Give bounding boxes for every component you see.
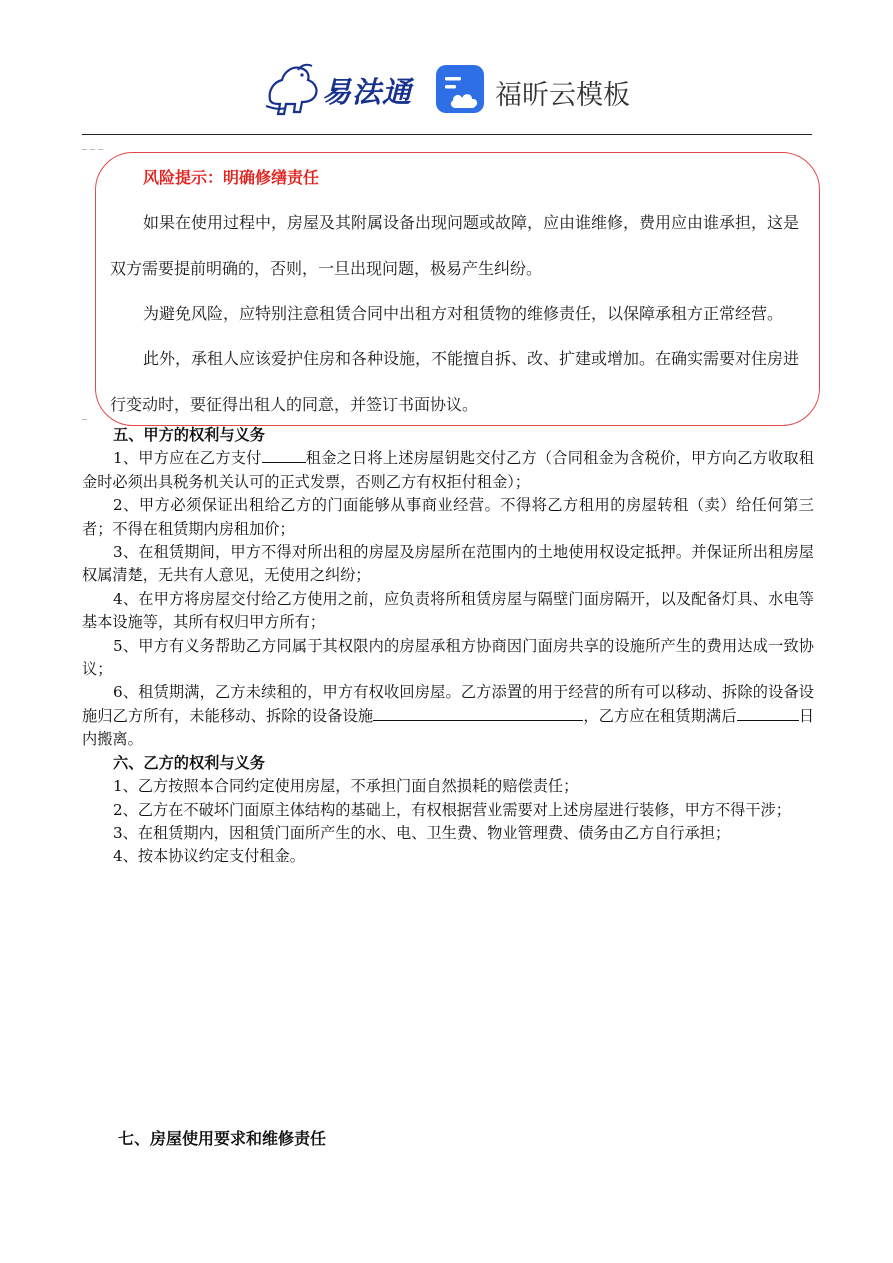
section-5-item-6: 6、租赁期满，乙方未续租的，甲方有权收回房屋。乙方添置的用于经营的所有可以移动、拆除的设备设施归乙方所有，未能移动、拆除的设备设施 ，乙方应在租赁期满后 日内搬离。	[82, 683, 815, 749]
section-7-heading: 七、房屋使用要求和维修责任	[118, 1129, 327, 1148]
risk-tip-title: 风险提示：明确修缮责任	[143, 168, 320, 187]
blank-field	[737, 705, 799, 721]
foxit-cloud-icon	[436, 65, 486, 117]
yifatong-logo	[262, 60, 412, 120]
section-5-heading: 五、甲方的权利与义务	[113, 426, 265, 444]
faint-mark: _	[82, 409, 87, 420]
section-5-item-4: 4、在甲方将房屋交付给乙方使用之前，应负责将所租赁房屋与隔壁门面房隔开，以及配备灯具、水电等基本设施等，其所有权归甲方所有；	[82, 589, 814, 632]
section-6-item-2: 2、乙方在不破坏门面原主体结构的基础上，有权根据营业需要对上述房屋进行装修，甲方不得干涉；	[113, 800, 791, 819]
risk-paragraph-1: 如果在使用过程中，房屋及其附属设备出现问题或故障，应由谁维修，费用应由谁承担，这是 双方需要提前明确的，否则，一旦出现问题，极易产生纠纷。	[110, 213, 800, 278]
page-header	[0, 0, 893, 136]
logo1-text: 易法通	[322, 75, 413, 109]
risk-paragraph-3: 此外，承租人应该爱护住房和各种设施，不能擅自拆、改、扩建或增加。在确实需要对住房进 行变动时，要征得出租人的同意，并签订书面协议。	[110, 349, 800, 414]
header-divider	[82, 134, 812, 135]
section-6-item-4: 4、按本协议约定支付租金。	[113, 847, 305, 866]
section-6-item-1: 1、乙方按照本合同约定使用房屋，不承担门面自然损耗的赔偿责任；	[113, 777, 579, 796]
section-6-heading: 六、乙方的权利与义务	[113, 753, 265, 772]
logo2-text: 福昕云模板	[495, 80, 630, 111]
section-5-item-1: 1、甲方应在乙方支付 租金之日将上述房屋钥匙交付乙方（合同租金为含税价，甲方向乙方收取租金时必须出具税务机关认可的正式发票，否则乙方有权拒付租金）；	[82, 449, 815, 491]
blank-field	[262, 447, 306, 463]
faint-mark: _ _ _	[82, 139, 104, 150]
section-5-item-2: 2、甲方必须保证出租给乙方的门面能够从事商业经营。不得将乙方租用的房屋转租（卖）给任何第三者；不得在租赁期内房租加价；	[82, 496, 814, 538]
section-5-item-3: 3、在租赁期间，甲方不得对所出租的房屋及房屋所在范围内的土地使用权设定抵押。并保证所出租房屋权属清楚，无共有人意见，无使用之纠纷；	[82, 543, 814, 585]
qilin-icon	[262, 60, 324, 120]
contract-body	[82, 424, 814, 869]
blank-field	[373, 705, 583, 721]
section-6-item-3: 3、在租赁期内，因租赁门面所产生的水、电、卫生费、物业管理费、债务由乙方自行承担；	[113, 823, 731, 842]
risk-paragraph-2: 为避免风险，应特别注意租赁合同中出租方对租赁物的维修责任，以保障承租方正常经营。	[143, 304, 784, 323]
section-5-item-5: 5、甲方有义务帮助乙方同属于其权限内的房屋承租方协商因门面房共享的设施所产生的费用达成一致协议；	[82, 636, 814, 679]
risk-tip-box	[95, 152, 820, 426]
